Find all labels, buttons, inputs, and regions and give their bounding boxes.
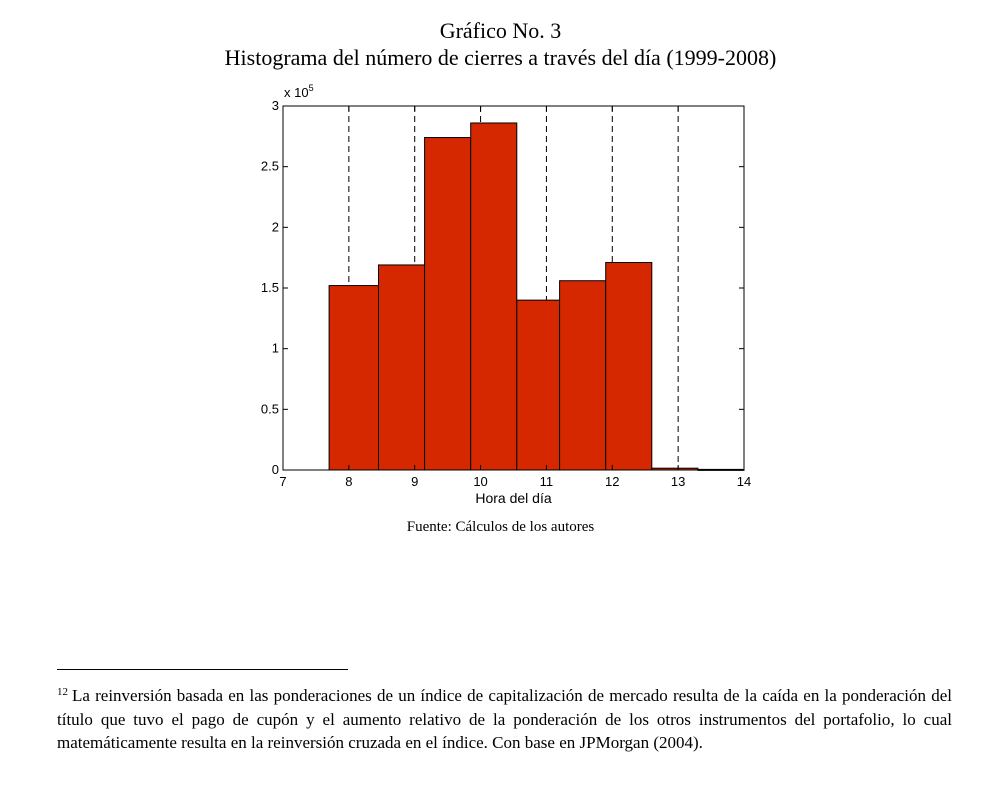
y-tick-label: 2.5 (260, 158, 279, 174)
y-multiplier-base: x 10 (284, 85, 309, 100)
footnote-divider (57, 669, 348, 670)
histogram-bar (425, 138, 471, 470)
x-tick-label: 10 (473, 474, 488, 489)
x-axis-label: Hora del día (475, 490, 552, 506)
histogram-bar (560, 281, 606, 470)
y-tick-label: 3 (271, 98, 279, 113)
histogram-bar (606, 263, 652, 470)
y-tick-label: 2 (271, 219, 279, 235)
histogram-bar (517, 300, 560, 470)
histogram-bar (378, 265, 424, 470)
x-tick-label: 12 (605, 474, 620, 489)
x-tick-label: 7 (279, 474, 287, 489)
chart-source-note: Fuente: Cálculos de los autores (406, 519, 595, 535)
histogram-bars (329, 123, 744, 470)
y-multiplier-exponent: 5 (308, 83, 314, 93)
footnote-text: La reinversión basada en las ponderaciones de un índice de capitalización de mercado resulta de la caída en la ponderación del título que tuvo el pago de cupón y el aumento relativo de la ponderación de los otros instrumentos del portafolio, lo cual matemáticamente resulta en la reinversión cruzada en el índice. Con base en JPMorgan (2004). (57, 686, 952, 752)
y-multiplier-label (284, 83, 314, 100)
histogram-bar (329, 286, 378, 470)
x-tick-label: 8 (345, 474, 353, 489)
x-tick-label: 14 (736, 474, 752, 489)
histogram-bar (471, 123, 517, 470)
footnote-number: 12 (57, 686, 68, 698)
chart-caption-title: Gráfico No. 3 (439, 18, 562, 43)
y-tick-label: 1 (271, 340, 279, 356)
x-tick-label: 9 (411, 474, 419, 489)
y-tick-label: 1.5 (260, 280, 279, 295)
chart-caption-subtitle: Histograma del número de cierres a través del día (1999-2008) (224, 45, 777, 70)
x-tick-label: 11 (539, 474, 554, 489)
footnote (57, 681, 952, 755)
y-tick-label: 0.5 (260, 401, 279, 417)
y-tick-label: 0 (271, 462, 279, 477)
x-tick-label: 13 (670, 474, 686, 489)
